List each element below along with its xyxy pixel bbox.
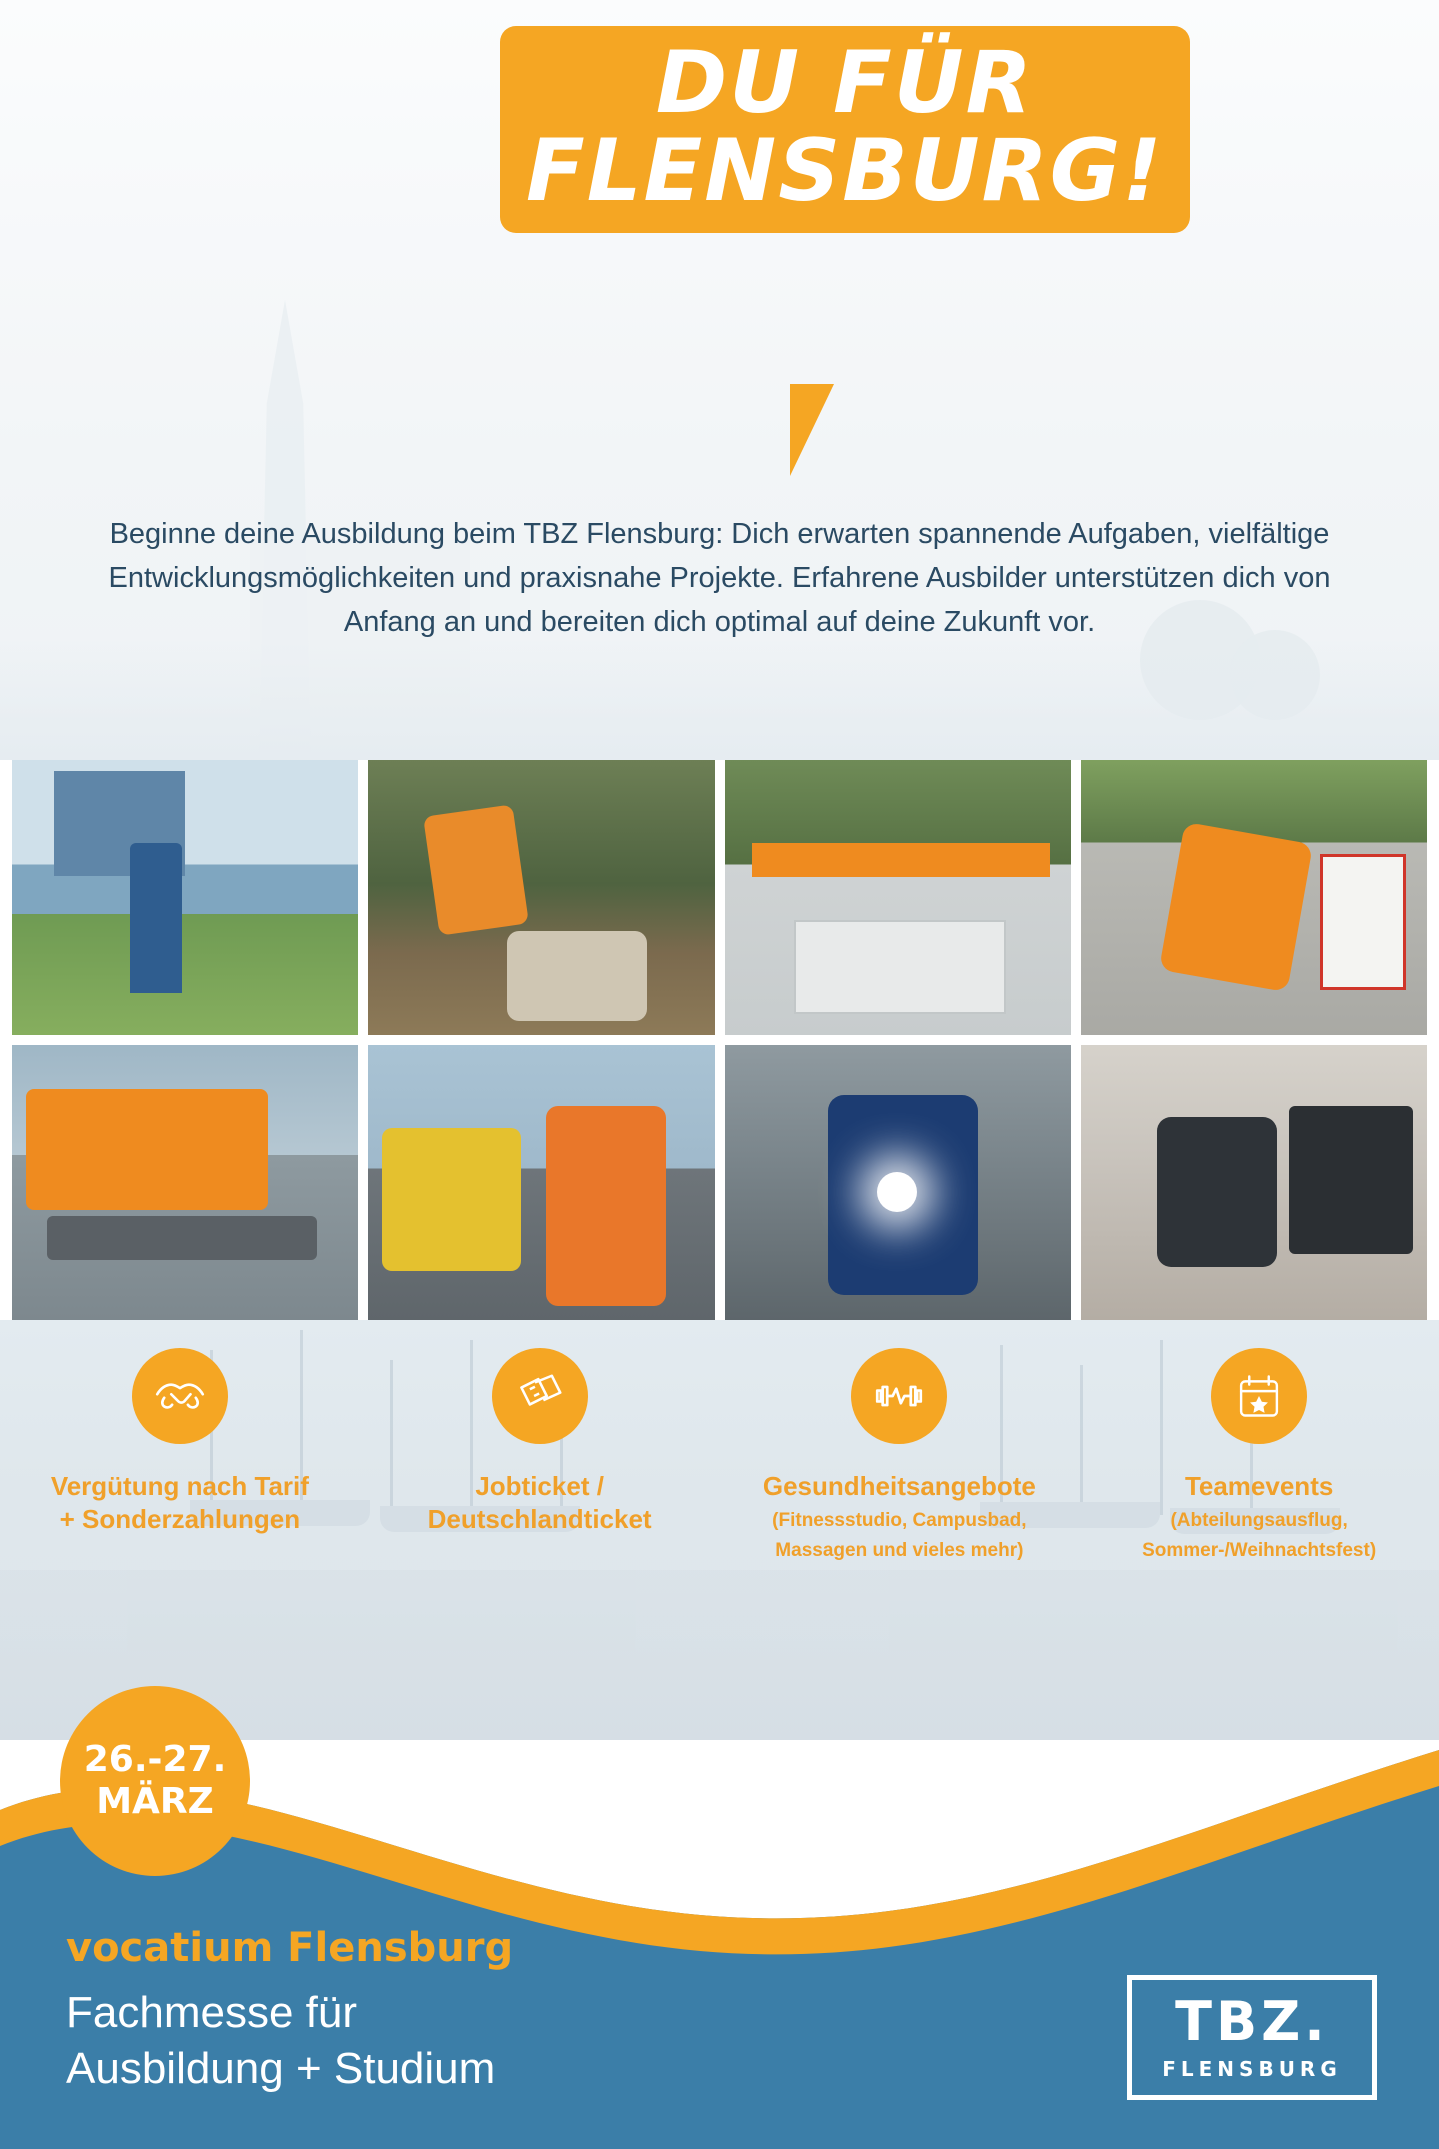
heartbeat-dumbbell-icon [851, 1348, 947, 1444]
benefit-item-pay [0, 1348, 360, 1564]
photo-forestry-chainsaw [368, 760, 714, 1035]
benefit-title-pay-line1: Vergütung nach Tarif [50, 1471, 309, 1501]
tbz-logo-wordmark: TBZ. [1175, 1989, 1329, 2053]
benefit-sub-health-line2: Massagen und vieles mehr) [775, 1540, 1024, 1562]
headline-speech-bubble [500, 26, 1164, 233]
fair-name: vocatium Flensburg [66, 1925, 514, 1971]
photo-gallery [12, 760, 1427, 1320]
photo-groundskeeper-lawn [12, 760, 358, 1035]
benefit-item-health [720, 1348, 1080, 1564]
benefit-title-ticket-line2: Deutschlandticket [427, 1503, 652, 1534]
photo-office-desk [1081, 1045, 1427, 1320]
benefit-title-teamevents: Teamevents [1184, 1471, 1334, 1501]
calendar-star-icon [1211, 1348, 1307, 1444]
speech-bubble-tail [790, 384, 844, 476]
event-date-line-1: 26.-27. [83, 1738, 227, 1780]
benefits-row [0, 1348, 1439, 1564]
headline-line-1: DU FÜR [655, 33, 1034, 133]
fair-subtitle-line-2: Ausbildung + Studium [66, 2044, 496, 2094]
headline-bubble-box [500, 26, 1190, 233]
benefit-title-health: Gesundheitsangebote [762, 1471, 1036, 1501]
photo-tablet-excavator [368, 1045, 714, 1320]
photo-refuse-truck [12, 1045, 358, 1320]
ticket-icon [492, 1348, 588, 1444]
handshake-icon [132, 1348, 228, 1444]
photo-crane-concrete-slab [725, 760, 1071, 1035]
event-date-badge [60, 1686, 250, 1876]
event-date-line-2: MÄRZ [96, 1781, 214, 1822]
benefit-title-ticket-line1: Jobticket / [475, 1471, 604, 1501]
fair-subtitle-line-1: Fachmesse für [66, 1988, 357, 2037]
benefit-item-teamevents [1079, 1348, 1439, 1564]
headline-line-2: FLENSBURG! [526, 120, 1164, 221]
fair-subtitle [66, 1985, 495, 2098]
tbz-logo [1127, 1975, 1377, 2100]
skyline-fade [0, 640, 1439, 760]
benefits-section [0, 1320, 1439, 1740]
photo-road-workers-paving [1081, 760, 1427, 1035]
tbz-logo-subtitle: FLENSBURG [1162, 2056, 1342, 2081]
benefit-sub-teamevents-line2: Sommer-/Weihnachtsfest) [1142, 1540, 1377, 1562]
benefit-sub-teamevents-line1: (Abteilungsausflug, [1170, 1509, 1348, 1531]
benefit-sub-health-line1: (Fitnessstudio, Campusbad, [772, 1509, 1027, 1531]
photo-welder [725, 1045, 1071, 1320]
benefit-item-ticket [360, 1348, 720, 1564]
benefit-title-pay-line2: + Sonderzahlungen [59, 1503, 301, 1534]
intro-paragraph: Beginne deine Ausbildung beim TBZ Flensburg: Dich erwarten spannende Aufgaben, vielfältige Entwicklungsmöglichkeiten und praxisnahe Projekte. Erfahrene Ausbilder unterstützen dich von Anfang an und bereiten dich optimal auf deine Zukunft vor. [108, 518, 1331, 639]
